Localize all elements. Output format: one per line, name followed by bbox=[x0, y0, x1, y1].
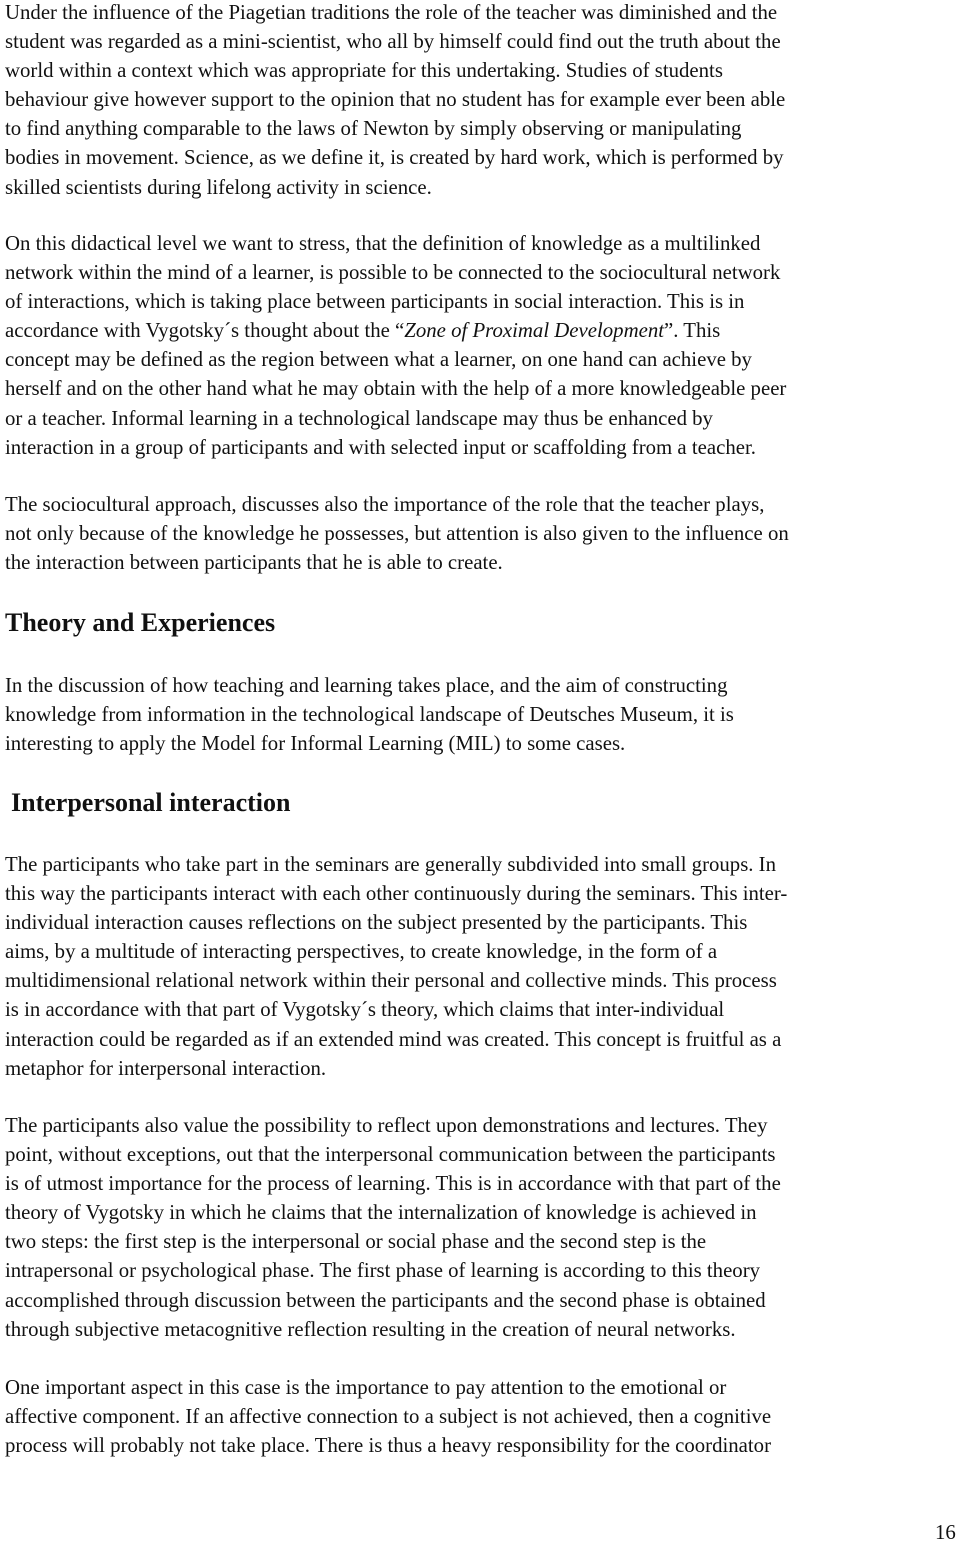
heading-theory-and-experiences: Theory and Experiences bbox=[5, 608, 276, 637]
text-line: metaphor for interpersonal interaction. bbox=[5, 1056, 327, 1080]
text-line: individual interaction causes reflections on the subject presented by the participants. This bbox=[5, 911, 748, 935]
text-line: point, without exceptions, out that the interpersonal communication between the participants bbox=[5, 1143, 776, 1167]
paragraph-piagetian-traditions bbox=[5, 0, 785, 202]
text-line: behaviour give however support to the opinion that no student has for example ever been able bbox=[5, 88, 786, 112]
paragraph-sociocultural-approach bbox=[5, 490, 789, 577]
text-line: bodies in movement. Science, as we define it, is created by hard work, which is performed by bbox=[5, 146, 784, 170]
text-line: On this didactical level we want to stress, that the definition of knowledge as a multilinked bbox=[5, 232, 761, 255]
text-line: accomplished through discussion between the participants and the second phase is obtained bbox=[5, 1288, 766, 1312]
text-line: One important aspect in this case is the importance to pay attention to the emotional or bbox=[5, 1376, 727, 1399]
page-number: 16 bbox=[935, 1521, 956, 1544]
text-line: or a teacher. Informal learning in a technological landscape may thus be enhanced by bbox=[5, 406, 713, 430]
paragraph-participants-groups bbox=[5, 850, 787, 1083]
text-line: this way the participants interact with each other continuously during the seminars. This inter- bbox=[5, 882, 788, 906]
text-line: interesting to apply the Model for Informal Learning (MIL) to some cases. bbox=[5, 732, 626, 756]
text-line: two steps: the first step is the interpersonal or social phase and the second step is the bbox=[5, 1230, 707, 1254]
text-line: multidimensional relational network within their personal and collective minds. This process bbox=[5, 969, 777, 993]
text-line: interaction could be regarded as if an extended mind was created. This concept is fruitful as a bbox=[5, 1027, 782, 1051]
heading-interpersonal-interaction: Interpersonal interaction bbox=[11, 788, 291, 817]
text-line: is in accordance with that part of Vygotsky´s theory, which claims that inter-individual bbox=[5, 998, 725, 1022]
text-line: theory of Vygotsky in which he claims that the internalization of knowledge is achieved in bbox=[5, 1201, 757, 1225]
text-line: of interactions, which is taking place between participants in social interaction. This is in bbox=[5, 290, 745, 314]
text-line: knowledge from information in the technological landscape of Deutsches Museum, it is bbox=[5, 703, 734, 727]
text-line: to find anything comparable to the laws of Newton by simply observing or manipulating bbox=[5, 117, 742, 141]
text-line: world within a context which was appropriate for this undertaking. Studies of students bbox=[5, 59, 723, 83]
text-line: affective component. If an affective connection to a subject is not achieved, then a cognitive bbox=[5, 1405, 772, 1429]
text-line: student was regarded as a mini-scientist, who all by himself could find out the truth about the bbox=[5, 30, 781, 54]
text-line: skilled scientists during lifelong activity in science. bbox=[5, 175, 432, 199]
paragraph-didactical-level bbox=[5, 229, 786, 462]
text-line-with-italic bbox=[5, 316, 786, 345]
text-line: Under the influence of the Piagetian traditions the role of the teacher was diminished and the bbox=[5, 1, 778, 24]
text-line: The sociocultural approach, discusses also the importance of the role that the teacher plays, bbox=[5, 493, 765, 516]
text-line: In the discussion of how teaching and learning takes place, and the aim of constructing bbox=[5, 674, 728, 697]
text-line: The participants who take part in the seminars are generally subdivided into small groups. In bbox=[5, 853, 777, 876]
text-line: intrapersonal or psychological phase. The first phase of learning is according to this theory bbox=[5, 1259, 761, 1283]
text-line: network within the mind of a learner, is possible to be connected to the sociocultural network bbox=[5, 261, 781, 285]
text-line: The participants also value the possibility to reflect upon demonstrations and lectures. They bbox=[5, 1114, 768, 1137]
zone-of-proximal-development-term: Zone of Proximal Development bbox=[404, 319, 665, 343]
text-line: not only because of the knowledge he possesses, but attention is also given to the influence on bbox=[5, 522, 789, 546]
text-line: the interaction between participants that he is able to create. bbox=[5, 551, 503, 575]
text-line: process will probably not take place. There is thus a heavy responsibility for the coordinator bbox=[5, 1434, 772, 1458]
paragraph-emotional-component bbox=[5, 1373, 771, 1460]
text-line: herself and on the other hand what he may obtain with the help of a more knowledgeable peer bbox=[5, 377, 787, 401]
text-segment: ”. This bbox=[664, 319, 721, 343]
text-line: aims, by a multitude of interacting perspectives, to create knowledge, in the form of a bbox=[5, 940, 718, 964]
paragraph-participants-reflect bbox=[5, 1111, 781, 1344]
text-line: interaction in a group of participants and with selected input or scaffolding from a teacher. bbox=[5, 435, 756, 459]
paragraph-discussion-teaching bbox=[5, 671, 734, 758]
text-line: is of utmost importance for the process of learning. This is in accordance with that part of the bbox=[5, 1172, 781, 1196]
text-line: through subjective metacognitive reflection resulting in the creation of neural networks. bbox=[5, 1317, 736, 1341]
text-line: concept may be defined as the region between what a learner, on one hand can achieve by bbox=[5, 348, 752, 372]
text-segment: accordance with Vygotsky´s thought about the “ bbox=[5, 319, 405, 343]
